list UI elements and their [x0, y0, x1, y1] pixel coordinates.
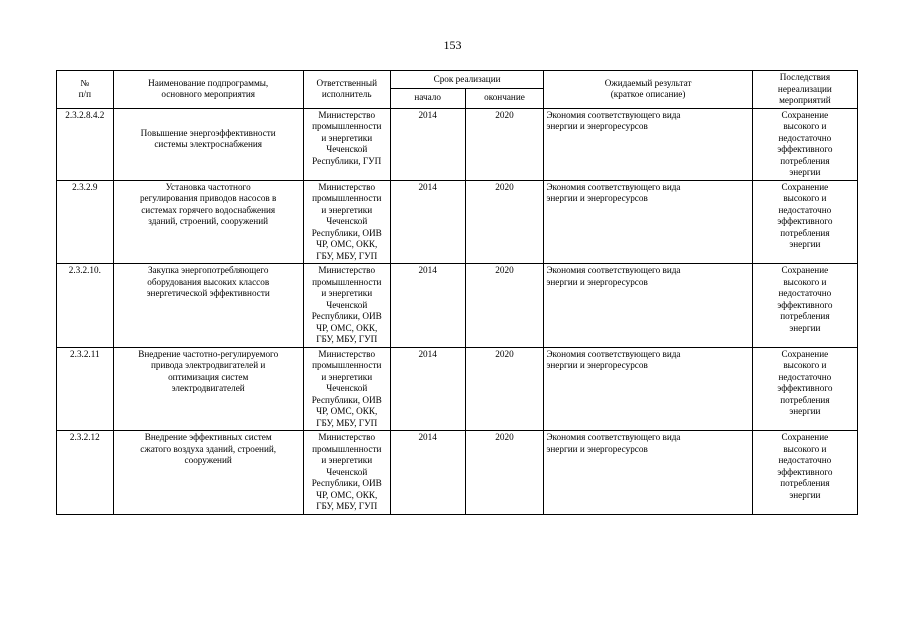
row-consequences: Сохранение высокого и недостаточно эффективного потребления энергии — [752, 264, 857, 348]
row-responsible: Министерство промышленности и энергетики Чеченской Республики, ГУП — [303, 108, 390, 180]
header-result: Ожидаемый результат (краткое описание) — [544, 71, 752, 109]
row-start: 2014 — [390, 108, 465, 180]
row-result: Экономия соответствующего вида энергии и энергоресурсов — [544, 347, 752, 431]
row-num: 2.3.2.9 — [57, 180, 114, 264]
row-result: Экономия соответствующего вида энергии и энергоресурсов — [544, 431, 752, 515]
row-start: 2014 — [390, 264, 465, 348]
row-end: 2020 — [465, 264, 544, 348]
table-row — [57, 431, 858, 515]
header-name: Наименование подпрограммы, основного мероприятия — [113, 71, 303, 109]
header-end: окончание — [465, 88, 544, 108]
row-responsible: Министерство промышленности и энергетики Чеченской Республики, ОИВ ЧР, ОМС, ОКК, ГБУ, МБУ, ГУП — [303, 347, 390, 431]
header-start: начало — [390, 88, 465, 108]
table-header-row — [57, 71, 858, 89]
table-row — [57, 180, 858, 264]
row-num: 2.3.2.10. — [57, 264, 114, 348]
row-start: 2014 — [390, 180, 465, 264]
row-name: Закупка энергопотребляющего оборудования высоких классов энергетической эффективности — [113, 264, 303, 348]
table-row — [57, 108, 858, 180]
header-period: Срок реализации — [390, 71, 544, 89]
header-responsible: Ответственный исполнитель — [303, 71, 390, 109]
measures-table — [56, 70, 858, 515]
row-start: 2014 — [390, 431, 465, 515]
row-num: 2.3.2.11 — [57, 347, 114, 431]
header-consequences: Последствия нереализации мероприятий — [752, 71, 857, 109]
row-end: 2020 — [465, 108, 544, 180]
row-name: Установка частотного регулирования приводов насосов в системах горячего водоснабжения зданий, строений, сооружений — [113, 180, 303, 264]
page-number: 153 — [443, 38, 462, 52]
row-name: Повышение энергоэффективности системы электроснабжения — [113, 108, 303, 180]
row-consequences: Сохранение высокого и недостаточно эффективного потребления энергии — [752, 347, 857, 431]
table-row — [57, 347, 858, 431]
row-name: Внедрение эффективных систем сжатого воздуха зданий, строений, сооружений — [113, 431, 303, 515]
header-num: № п/п — [57, 71, 114, 109]
row-num: 2.3.2.12 — [57, 431, 114, 515]
table-row — [57, 264, 858, 348]
row-end: 2020 — [465, 180, 544, 264]
row-result: Экономия соответствующего вида энергии и энергоресурсов — [544, 180, 752, 264]
row-result: Экономия соответствующего вида энергии и энергоресурсов — [544, 264, 752, 348]
row-consequences: Сохранение высокого и недостаточно эффективного потребления энергии — [752, 180, 857, 264]
row-consequences: Сохранение высокого и недостаточно эффективного потребления энергии — [752, 431, 857, 515]
row-end: 2020 — [465, 347, 544, 431]
row-result: Экономия соответствующего вида энергии и энергоресурсов — [544, 108, 752, 180]
row-responsible: Министерство промышленности и энергетики Чеченской Республики, ОИВ ЧР, ОМС, ОКК, ГБУ, МБУ, ГУП — [303, 180, 390, 264]
row-end: 2020 — [465, 431, 544, 515]
row-num: 2.3.2.8.4.2 — [57, 108, 114, 180]
row-name: Внедрение частотно-регулируемого привода электродвигателей и оптимизация систем электродвигателей — [113, 347, 303, 431]
table-body — [57, 108, 858, 514]
row-responsible: Министерство промышленности и энергетики Чеченской Республики, ОИВ ЧР, ОМС, ОКК, ГБУ, МБУ, ГУП — [303, 431, 390, 515]
row-start: 2014 — [390, 347, 465, 431]
row-consequences: Сохранение высокого и недостаточно эффективного потребления энергии — [752, 108, 857, 180]
row-responsible: Министерство промышленности и энергетики Чеченской Республики, ОИВ ЧР, ОМС, ОКК, ГБУ, МБУ, ГУП — [303, 264, 390, 348]
